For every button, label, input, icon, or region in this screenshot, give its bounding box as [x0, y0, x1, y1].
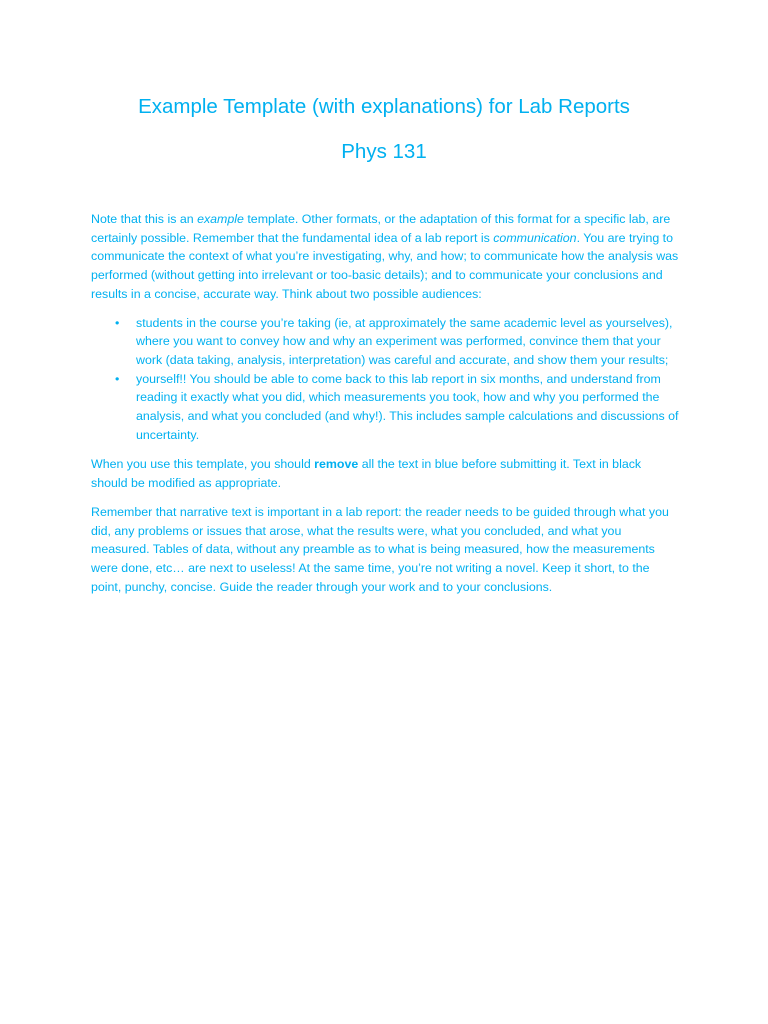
document-body — [91, 210, 681, 606]
intro-paragraph — [91, 210, 681, 304]
audience-list — [91, 314, 681, 445]
usage-paragraph — [91, 455, 681, 492]
intro-emphasis-example: example — [197, 212, 244, 226]
document-title: Example Template (with explanations) for Lab Reports — [138, 95, 630, 118]
list-item — [91, 314, 681, 370]
usage-text-1: When you use this template, you should — [91, 457, 315, 472]
intro-text-2: template. Other formats, or the adaptation of this format for a specific lab, are certainly possible. Remember that the fundamental idea of a lab report is — [91, 212, 671, 245]
usage-text-2: all the text in blue before submitting it. Text in black should be modified as appropriate. — [91, 457, 642, 491]
audience-students-text: students in the course you’re taking (ie, at approximately the same academic level as yourselves), where you want to convey how and why an experiment was performed, convince them that your work (data taking, analysis, interpretation) was careful and accurate, and show them your results; — [136, 315, 673, 367]
intro-text-1: Note that this is an — [91, 212, 198, 226]
bullet-icon: • — [115, 371, 120, 386]
narrative-paragraph: Remember that narrative text is important in a lab report: the reader needs to be guided through what you did, any problems or issues that arose, what the results were, what you concluded, and what you measured. Tables of data, without any preamble as to what is being measured, how the measurements were done, etc… are next to useless! At the same time, you’re not writing a novel. Keep it short, to the point, punchy, concise. Guide the reader through your work and to your conclusions. — [91, 504, 669, 594]
audience-yourself-text: yourself!! You should be able to come back to this lab report in six months, and understand from reading it exactly what you did, which measurements you took, how and why you performed the analysis, and what you concluded (and why!). This includes sample calculations and discussions of uncertainty. — [136, 371, 679, 442]
usage-strong-remove: remove — [314, 457, 359, 472]
course-title: Phys 131 — [341, 140, 427, 163]
intro-text-3: . You are trying to communicate the context of what you’re investigating, why, and how; to communicate how the analysis was performed (without getting into irrelevant or too-basic details); and to communicate your conclusions and results in a concise, accurate way. Think about two possible audiences: — [91, 230, 679, 301]
intro-emphasis-communication: communication — [493, 230, 577, 245]
list-item — [91, 370, 681, 445]
bullet-icon: • — [115, 315, 120, 330]
